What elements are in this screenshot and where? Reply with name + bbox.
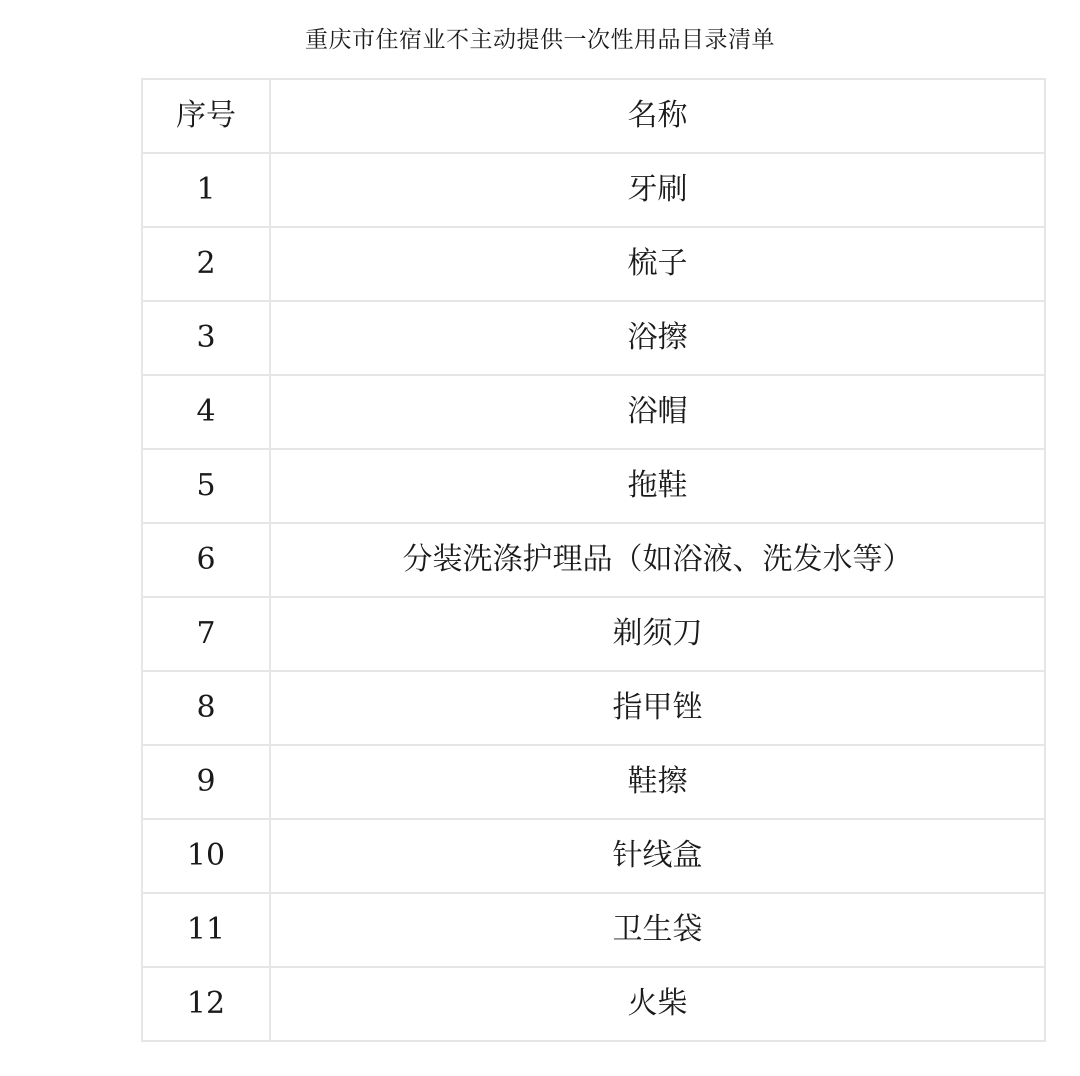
row-item-name: 针线盒: [270, 819, 1045, 893]
row-item-name: 剃须刀: [270, 597, 1045, 671]
row-number: 9: [142, 745, 270, 819]
table-header-row: [142, 79, 1045, 153]
row-number: 11: [142, 893, 270, 967]
table-row: [142, 819, 1045, 893]
table-row: [142, 523, 1045, 597]
table-row: [142, 375, 1045, 449]
row-item-name: 火柴: [270, 967, 1045, 1041]
row-item-name: 分装洗涤护理品（如浴液、洗发水等）: [270, 523, 1045, 597]
row-item-name: 拖鞋: [270, 449, 1045, 523]
row-number: 10: [142, 819, 270, 893]
table-row: [142, 227, 1045, 301]
row-item-name: 梳子: [270, 227, 1045, 301]
table-row: [142, 671, 1045, 745]
table-row: [142, 153, 1045, 227]
table-row: [142, 745, 1045, 819]
items-table: [141, 78, 1046, 1042]
row-number: 5: [142, 449, 270, 523]
row-number: 4: [142, 375, 270, 449]
row-item-name: 卫生袋: [270, 893, 1045, 967]
table-row: [142, 449, 1045, 523]
row-number: 2: [142, 227, 270, 301]
table-row: [142, 893, 1045, 967]
row-number: 3: [142, 301, 270, 375]
row-number: 8: [142, 671, 270, 745]
table-row: [142, 967, 1045, 1041]
header-name: 名称: [270, 79, 1045, 153]
row-item-name: 浴帽: [270, 375, 1045, 449]
header-number: 序号: [142, 79, 270, 153]
document-title: 重庆市住宿业不主动提供一次性用品目录清单: [305, 27, 775, 53]
row-number: 1: [142, 153, 270, 227]
row-item-name: 浴擦: [270, 301, 1045, 375]
row-item-name: 鞋擦: [270, 745, 1045, 819]
table-row: [142, 301, 1045, 375]
row-item-name: 指甲锉: [270, 671, 1045, 745]
row-number: 12: [142, 967, 270, 1041]
table-row: [142, 597, 1045, 671]
row-item-name: 牙刷: [270, 153, 1045, 227]
row-number: 6: [142, 523, 270, 597]
row-number: 7: [142, 597, 270, 671]
